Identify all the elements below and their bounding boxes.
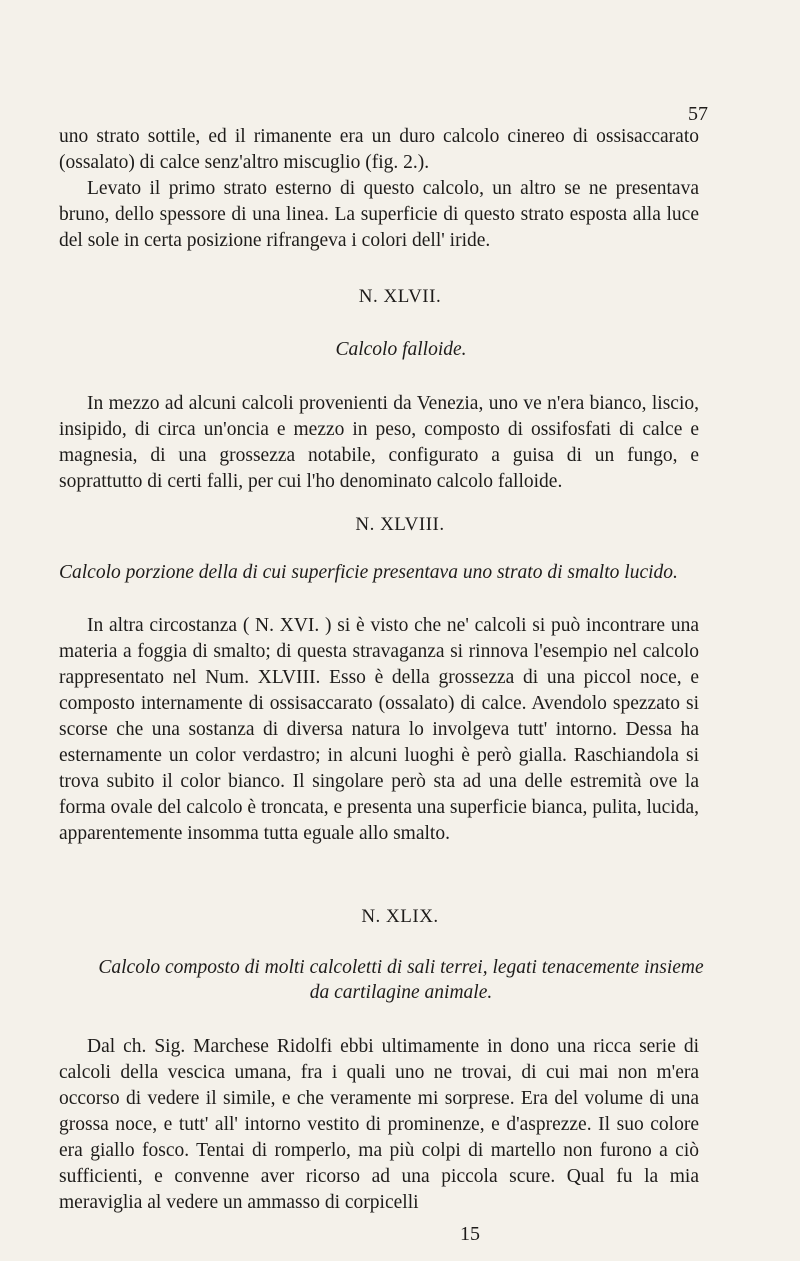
section-number-xlix: N. XLIX. xyxy=(361,906,439,927)
section-number-xlviii: N. XLVIII. xyxy=(355,514,445,535)
paragraph-intro-second: Levato il primo strato esterno di questo calcolo, un altro se ne presentava bruno, dello spessore di una linea. La superficie di questo strato esposta alla luce del sole in certa posizione rifrangeva i colori dell' iride. xyxy=(59,178,699,251)
section-title-xlvii: Calcolo falloide. xyxy=(335,339,467,360)
paragraph-xlvii: In mezzo ad alcuni calcoli provenienti da Venezia, uno ve n'era bianco, liscio, insipido, di circa un'oncia e mezzo in peso, composto di ossifosfati di calce e magnesia, di una grossezza notabile, configurato a guisa di un fungo, e soprattutto di certi falli, per cui l'ho denominato calcolo falloide. xyxy=(59,393,699,492)
page-number: 57 xyxy=(688,103,708,125)
section-title-xlix-line2: da cartilagine animale. xyxy=(309,982,493,1003)
paragraph-xlviii: In altra circostanza ( N. XVI. ) si è visto che ne' calcoli si può incontrare una materia a foggia di smalto; di questa stravaganza si rinnova l'esempio nel calcolo rappresentato nel Num. XLVIII. Esso è della grossezza di una piccol noce, e composto internamente di ossisaccarato (ossalato) di calce. Avendolo spezzato si scorse che una sostanza di diversa natura lo involgeva tutt' intorno. Dessa ha esternamente un color verdastro; in alcuni luoghi è però gialla. Raschiandola si trova subito il color bianco. Il singolare però sta ad una delle estremità ove la forma ovale del calcolo è troncata, e presenta una superficie bianca, pulita, lucida, apparentemente insomma tutta eguale allo smalto. xyxy=(59,615,699,844)
section-title-xlix-line1: Calcolo composto di molti calcoletti di sali terrei, legati tenacemente insieme xyxy=(98,957,704,978)
section-title-xlviii: Calcolo porzione della di cui superficie presentava uno strato di smalto lucido. xyxy=(59,562,678,583)
paragraph-intro-continuation: uno strato sottile, ed il rimanente era un duro calcolo cinereo di ossisaccarato (ossalato) di calce senz'altro miscuglio (fig. 2.). xyxy=(59,126,699,173)
paragraph-xlix: Dal ch. Sig. Marchese Ridolfi ebbi ultimamente in dono una ricca serie di calcoli della vescica umana, fra i quali uno ne trovai, di cui mai non m'era occorso di vedere il simile, e che veramente mi sorprese. Era del volume di una grossa noce, e tutt' all' intorno vestito di prominenze, e d'asprezze. Il suo colore era giallo fosco. Tentai di romperlo, ma più colpi di martello non furono a ciò sufficienti, e convenne aver ricorso ad una piccola scure. Qual fu la mia meraviglia al vedere un ammasso di corpicelli xyxy=(59,1036,699,1213)
section-number-xlvii: N. XLVII. xyxy=(358,286,442,307)
signature-mark: 15 xyxy=(460,1223,480,1245)
